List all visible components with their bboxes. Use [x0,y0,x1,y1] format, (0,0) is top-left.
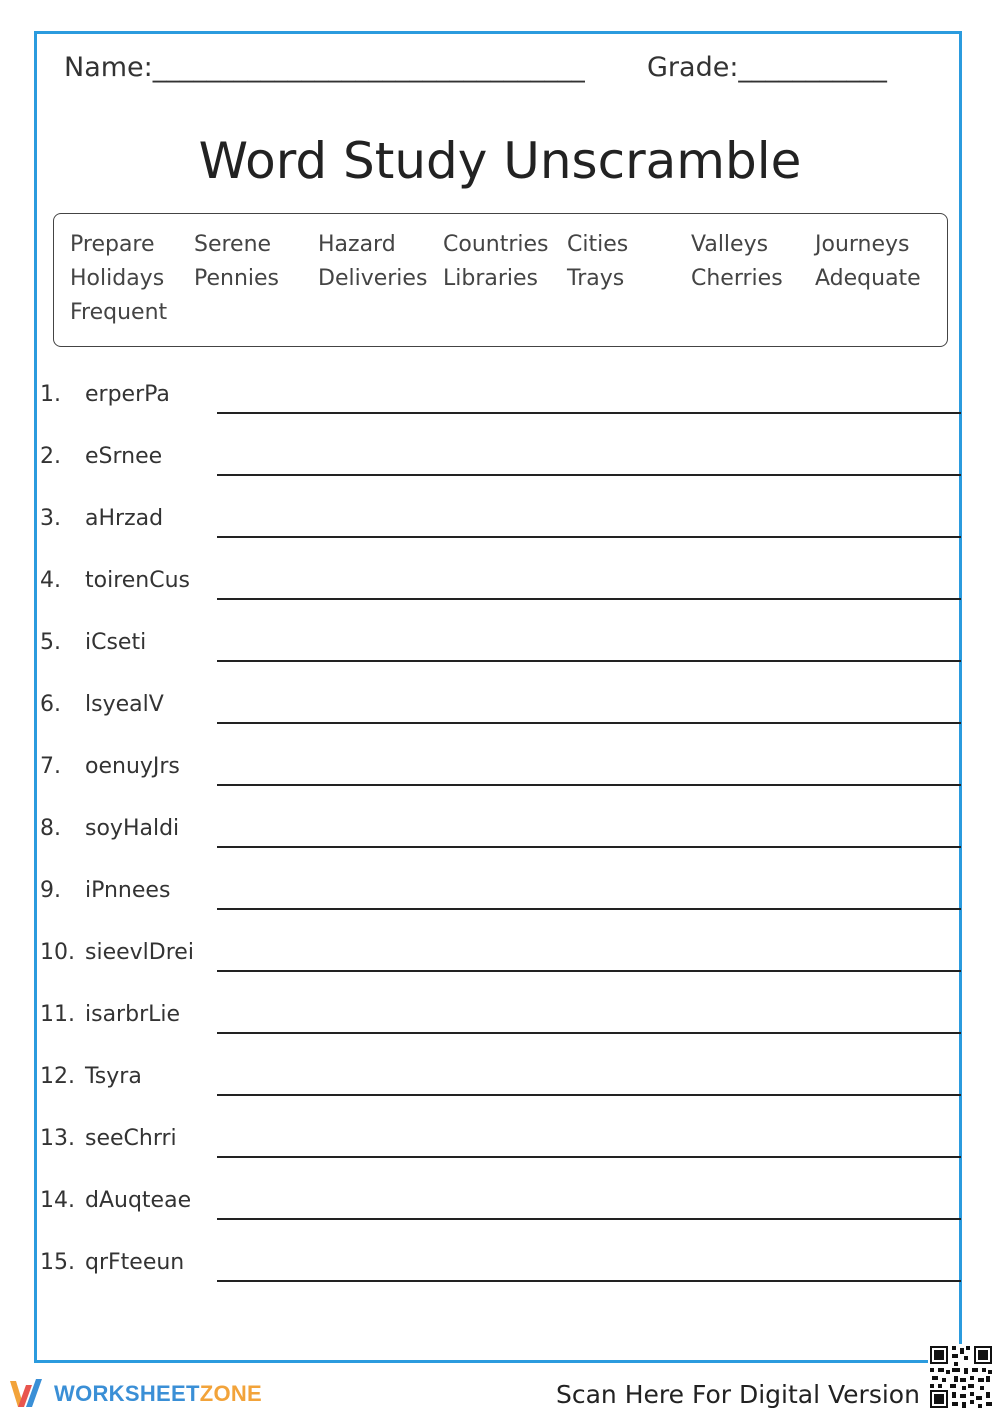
answer-line[interactable] [217,1218,961,1220]
item-number: 7. [40,754,61,779]
item-number: 12. [40,1064,75,1089]
qr-code-icon[interactable] [928,1344,994,1410]
scrambled-word: lsyealV [85,692,164,717]
answer-line[interactable] [217,846,961,848]
word-bank-item: Pennies [194,266,280,291]
answer-line[interactable] [217,1280,961,1282]
scrambled-word: isarbrLie [85,1002,181,1027]
word-bank-item: Frequent [70,300,168,325]
answer-line[interactable] [217,908,961,910]
item-number: 3. [40,506,61,531]
word-bank-item: Cities [567,232,629,257]
scrambled-word: iCseti [85,630,147,655]
answer-line[interactable] [217,722,961,724]
scan-instruction: Scan Here For Digital Version [556,1380,920,1409]
answer-line[interactable] [217,784,961,786]
scrambled-word: oenuyJrs [85,754,180,779]
page-title: Word Study Unscramble [198,132,802,190]
word-bank-item: Adequate [815,266,921,291]
scrambled-word: soyHaldi [85,816,180,841]
scrambled-word: qrFteeun [85,1250,185,1275]
word-bank-item: Countries [443,232,549,257]
item-number: 15. [40,1250,75,1275]
word-bank-item: Journeys [815,232,910,257]
worksheetzone-logo [8,1376,262,1412]
word-bank-item: Serene [194,232,272,257]
word-bank-item: Valleys [691,232,769,257]
word-bank-item: Trays [567,266,625,291]
scrambled-word: erperPa [85,382,170,407]
answer-line[interactable] [217,1032,961,1034]
item-number: 1. [40,382,61,407]
item-number: 6. [40,692,61,717]
grade-field-label: Grade:___________ [647,52,887,83]
word-bank-item: Hazard [318,232,396,257]
scrambled-word: seeChrri [85,1126,177,1151]
item-number: 2. [40,444,61,469]
scrambled-word: aHrzad [85,506,164,531]
answer-line[interactable] [217,1156,961,1158]
item-number: 4. [40,568,61,593]
word-bank [53,213,948,347]
scrambled-word: sieevlDrei [85,940,194,965]
logo-text-worksheet: WORKSHEET [54,1381,200,1406]
scrambled-word: toirenCus [85,568,191,593]
scrambled-word: dAuqteae [85,1188,192,1213]
scrambled-word: iPnnees [85,878,171,903]
item-number: 13. [40,1126,75,1151]
answer-line[interactable] [217,412,961,414]
word-bank-item: Holidays [70,266,165,291]
item-number: 11. [40,1002,75,1027]
logo-mark-icon [8,1377,48,1411]
answer-line[interactable] [217,1094,961,1096]
name-field-label: Name:________________________________ [64,52,585,83]
answer-line[interactable] [217,660,961,662]
item-number: 5. [40,630,61,655]
answer-line[interactable] [217,536,961,538]
word-bank-item: Cherries [691,266,783,291]
word-bank-item: Deliveries [318,266,428,291]
answer-line[interactable] [217,598,961,600]
item-number: 9. [40,878,61,903]
item-number: 10. [40,940,75,965]
word-bank-item: Libraries [443,266,539,291]
item-number: 14. [40,1188,75,1213]
item-number: 8. [40,816,61,841]
word-bank-item: Prepare [70,232,155,257]
scrambled-word: eSrnee [85,444,163,469]
logo-text-zone: ZONE [199,1381,263,1406]
answer-line[interactable] [217,474,961,476]
scrambled-word: Tsyra [85,1064,142,1089]
answer-line[interactable] [217,970,961,972]
